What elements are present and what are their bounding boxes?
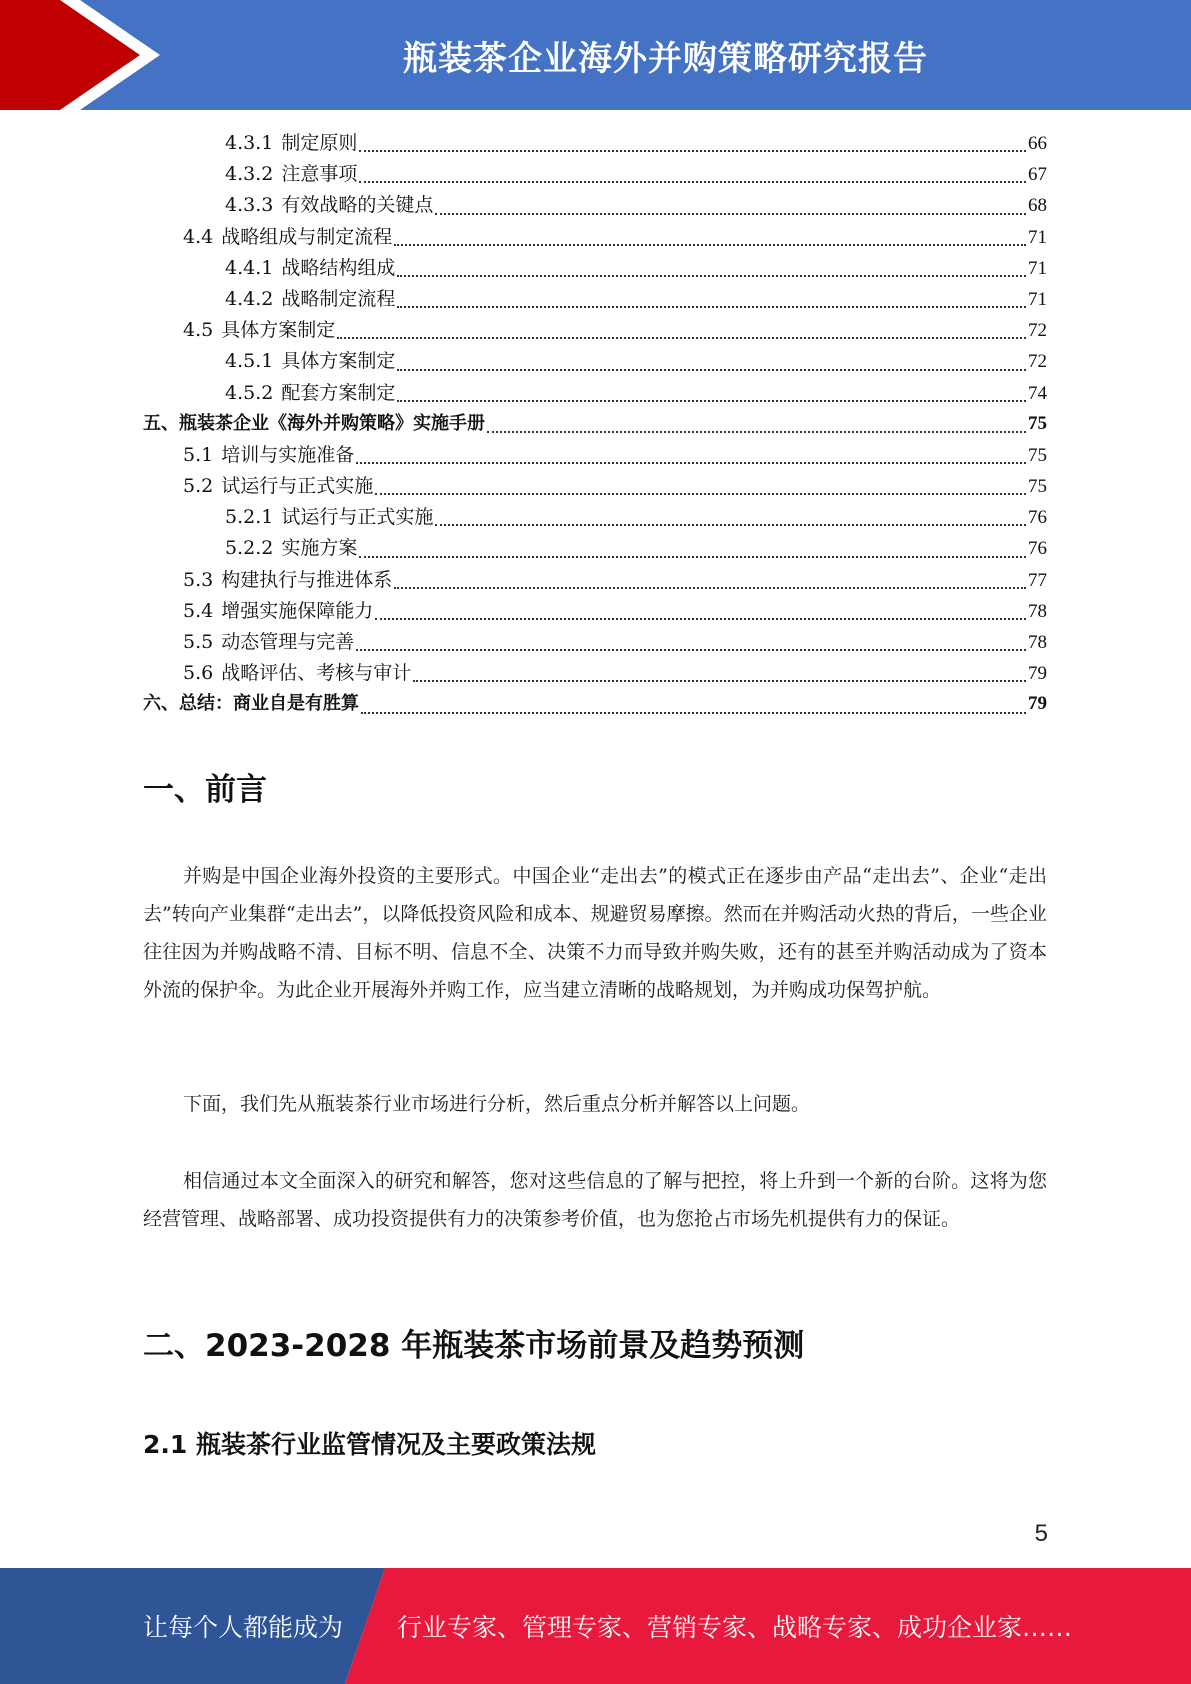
toc-entry-label: 具体方案制定: [281, 350, 396, 373]
toc-entry-number: 5.5: [183, 631, 214, 653]
toc-entry-page: 78: [1028, 600, 1047, 622]
toc-dot-leader: [397, 305, 1026, 308]
toc-dot-leader: [435, 523, 1026, 526]
toc-entry-title: [225, 502, 433, 529]
toc-entry-title: [225, 190, 433, 217]
toc-entry[interactable]: [143, 128, 1047, 159]
toc-entry-number: 4.3.1: [225, 132, 274, 154]
toc-entry[interactable]: [143, 471, 1047, 502]
toc-entry-title: [225, 253, 395, 280]
toc-entry[interactable]: [143, 378, 1047, 409]
toc-entry-number: 4.4: [183, 225, 214, 248]
toc-entry-label: 动态管理与完善: [221, 631, 355, 653]
toc-entry-title: [183, 222, 392, 249]
toc-dot-leader: [337, 336, 1026, 339]
toc-entry[interactable]: [143, 658, 1047, 689]
toc-entry-label: 培训与实施准备: [221, 443, 355, 466]
toc-entry-title: [183, 471, 373, 498]
toc-entry-number: 五、: [143, 412, 179, 434]
toc-entry-title: [183, 658, 411, 685]
toc-entry-number: 六、: [143, 693, 179, 715]
toc-entry-label: 试运行与正式实施: [281, 506, 434, 529]
toc-entry-label: 有效战略的关键点: [281, 194, 434, 217]
toc-entry-page: 76: [1028, 507, 1047, 529]
toc-entry-page: 71: [1028, 288, 1047, 310]
toc-entry-number: 4.4.1: [225, 256, 274, 279]
toc-dot-leader: [435, 212, 1026, 215]
toc-entry-label: 战略评估、考核与审计: [221, 662, 412, 685]
toc-entry-title: [143, 409, 485, 435]
toc-entry[interactable]: [143, 222, 1047, 253]
toc-entry-label: 注意事项: [281, 163, 358, 186]
toc-entry-title: [225, 284, 395, 311]
toc-entry-title: [225, 533, 357, 560]
toc-dot-leader: [487, 430, 1026, 433]
toc-entry-number: 4.3.3: [225, 194, 274, 217]
toc-entry-number: 4.4.2: [225, 287, 274, 310]
toc-entry-label: 增强实施保障能力: [221, 599, 374, 622]
footer-slogan-right: 行业专家、管理专家、营销专家、战略专家、成功企业家……: [397, 1613, 1073, 1642]
toc-entry-page: 67: [1028, 164, 1047, 186]
paragraph-intro: 并购是中国企业海外投资的主要形式。中国企业“走出去”的模式正在逐步由产品“走出去”、企业“走出去”转向产业集群“走出去”，以降低投资风险和成本、规避贸易摩擦。然而在并购活动火热的背后，一些企业往往因为并购战略不清、目标不明、信息不全、决策不力而导致并购失败，还有的甚至并购活动成为了资本外流的保护伞。为此企业开展海外并购工作，应当建立清晰的战略规划，为并购成功保驾护航。: [143, 865, 1047, 1001]
toc-dot-leader: [397, 368, 1026, 371]
section-heading-preface: 一、前言: [143, 772, 267, 808]
toc-entry-page: 77: [1028, 569, 1047, 591]
toc-dot-leader: [413, 679, 1026, 682]
toc-entry[interactable]: [143, 190, 1047, 221]
toc-entry-number: 4.5: [183, 319, 214, 342]
subsection-heading-regulation: 2.1 瓶装茶行业监管情况及主要政策法规: [143, 1430, 596, 1459]
toc-entry[interactable]: [143, 315, 1047, 346]
toc-entry-page: 76: [1028, 538, 1047, 560]
toc-entry-page: 68: [1028, 195, 1047, 217]
section-heading-market-outlook: 二、2023-2028 年瓶装茶市场前景及趋势预测: [143, 1328, 805, 1364]
toc-dot-leader: [397, 274, 1026, 277]
toc-entry-label: 制定原则: [281, 132, 358, 154]
toc-dot-leader: [359, 149, 1026, 152]
toc-entry-label: 瓶装茶企业《海外并购策略》实施手册: [179, 412, 485, 434]
toc-entry-title: [225, 346, 395, 373]
toc-entry-page: 79: [1028, 693, 1047, 715]
report-title: 瓶装茶企业海外并购策略研究报告: [403, 38, 928, 79]
toc-entry-title: [143, 689, 359, 715]
toc-entry-label: 配套方案制定: [281, 381, 396, 404]
footer-slogan-left: 让每个人都能成为: [143, 1613, 344, 1642]
toc-entry-title: [225, 159, 357, 186]
toc-entry-page: 71: [1028, 257, 1047, 279]
toc-dot-leader: [394, 243, 1026, 246]
toc-entry[interactable]: [143, 440, 1047, 471]
page-footer: [0, 1568, 1191, 1684]
toc-entry[interactable]: [143, 627, 1047, 658]
page-number: 5: [1034, 1520, 1048, 1547]
toc-entry-page: 74: [1028, 382, 1047, 404]
toc-entry-page: 78: [1028, 632, 1047, 653]
toc-entry-number: 5.2.2: [225, 537, 274, 560]
toc-dot-leader: [394, 586, 1026, 589]
toc-entry-number: 4.3.2: [225, 163, 274, 186]
toc-entry[interactable]: [143, 533, 1047, 564]
toc-entry-label: 实施方案: [281, 537, 358, 560]
toc-entry-page: 75: [1028, 476, 1047, 498]
toc-entry-label: 战略制定流程: [281, 287, 396, 310]
paragraph-analysis: 下面，我们先从瓶装茶行业市场进行分析，然后重点分析并解答以上问题。: [183, 1093, 811, 1115]
toc-entry-label: 构建执行与推进体系: [221, 568, 393, 591]
toc-entry[interactable]: [143, 346, 1047, 377]
toc-entry[interactable]: [143, 596, 1047, 627]
toc-dot-leader: [375, 617, 1026, 620]
toc-entry-number: 5.2: [183, 475, 214, 498]
toc-entry-title: [183, 627, 354, 654]
toc-dot-leader: [356, 648, 1026, 651]
toc-entry-title: [225, 128, 357, 155]
toc-entry-title: [183, 596, 373, 623]
toc-dot-leader: [359, 555, 1026, 558]
toc-entry-title: [183, 315, 335, 342]
toc-entry-number: 4.5.2: [225, 381, 274, 404]
toc-entry-page: 72: [1028, 320, 1047, 342]
toc-entry-number: 5.2.1: [225, 506, 274, 529]
toc-entry-number: 5.1: [183, 443, 214, 466]
toc-entry[interactable]: [143, 565, 1047, 596]
table-of-contents: [143, 128, 1047, 721]
toc-entry[interactable]: [143, 159, 1047, 190]
toc-dot-leader: [359, 180, 1026, 183]
toc-dot-leader: [356, 461, 1026, 464]
toc-dot-leader: [361, 711, 1026, 714]
toc-entry-label: 战略结构组成: [281, 256, 396, 279]
page-header: [0, 0, 1191, 110]
toc-entry[interactable]: [143, 502, 1047, 533]
toc-entry-page: 72: [1028, 351, 1047, 373]
toc-entry-title: [225, 378, 395, 405]
toc-entry-title: [183, 440, 354, 467]
paragraph-conclusion: 相信通过本文全面深入的研究和解答，您对这些信息的了解与把控，将上升到一个新的台阶。这将为您经营管理、战略部署、成功投资提供有力的决策参考价值，也为您抢占市场先机提供有力的保证。: [143, 1170, 1047, 1230]
toc-entry-page: 79: [1028, 663, 1047, 685]
toc-dot-leader: [397, 399, 1026, 402]
toc-entry-label: 总结：商业自是有胜算: [179, 693, 359, 715]
toc-entry-label: 具体方案制定: [221, 319, 336, 342]
toc-entry-number: 5.3: [183, 568, 214, 591]
toc-entry-page: 66: [1028, 133, 1047, 154]
toc-entry-label: 战略组成与制定流程: [221, 225, 393, 248]
toc-entry-number: 4.5.1: [225, 350, 274, 373]
toc-entry[interactable]: [143, 253, 1047, 284]
toc-dot-leader: [375, 492, 1026, 495]
toc-entry-number: 5.6: [183, 662, 214, 685]
toc-entry-page: 75: [1028, 444, 1047, 466]
toc-entry-number: 5.4: [183, 599, 214, 622]
toc-entry[interactable]: [143, 284, 1047, 315]
toc-entry-page: 75: [1028, 412, 1047, 434]
toc-entry[interactable]: [143, 689, 1047, 720]
toc-entry-title: [183, 565, 392, 592]
toc-entry[interactable]: [143, 409, 1047, 440]
toc-entry-page: 71: [1028, 226, 1047, 248]
toc-entry-label: 试运行与正式实施: [221, 475, 374, 498]
